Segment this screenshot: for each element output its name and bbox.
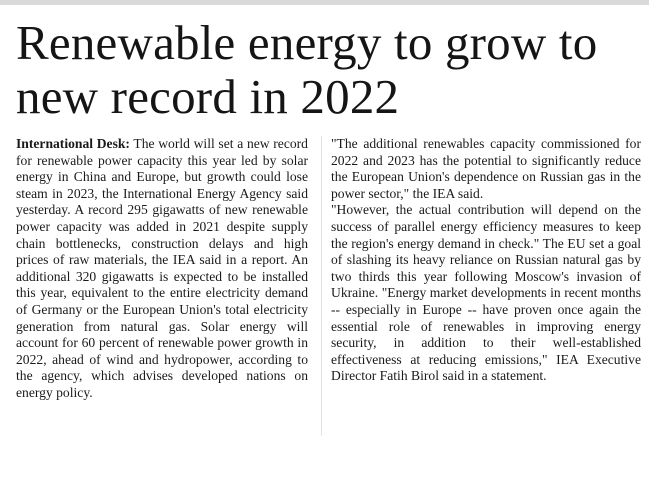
headline: Renewable energy to grow to new record in 2022 xyxy=(16,15,598,124)
top-rule xyxy=(0,0,649,5)
lead-paragraph-text: The world will set a new record for renewable power capacity this year led by solar energy in China and Europe, but growth could lose steam in 2023, the International Energy Agency said yesterday. A record 295 gigawatts of new renewable power capacity was added in 2021 despite supply chain bottlenecks, construction delays and high prices of raw materials, the IEA said in a report. An additional 320 gigawatts is expected to be installed this year, equivalent to the entire electricity demand of Germany or the European Union's total electricity generation from natural gas. Solar energy will account for 60 percent of renewable power growth in 2022, ahead of wind and hydropower, according to the agency, which advises developed nations on energy policy. xyxy=(16,136,308,400)
dateline: International Desk: xyxy=(16,136,130,151)
paragraph-quote-2: "However, the actual contribution will depend on the success of parallel energy efficiency measures to keep the region's energy demand in check." The EU set a goal of slashing its heavy reliance on Russian natural gas by two thirds this year following Moscow's invasion of Ukraine. "Energy market developments in recent months -- especially in Europe -- have proven once again the essential role of renewables in improving energy security, in addition to their well-established effectiveness at reducing emissions," IEA Executive Director Fatih Birol said in a statement. xyxy=(331,202,641,384)
paragraph-quote-1: "The additional renewables capacity commissioned for 2022 and 2023 has the potential to significantly reduce the European Union's dependence on Russian gas in the power sector," the IEA said. xyxy=(331,136,641,201)
article-column-left xyxy=(16,136,308,402)
article-column-right xyxy=(331,136,641,385)
article-body xyxy=(16,136,641,466)
column-divider xyxy=(321,136,322,436)
lead-paragraph xyxy=(16,136,308,402)
